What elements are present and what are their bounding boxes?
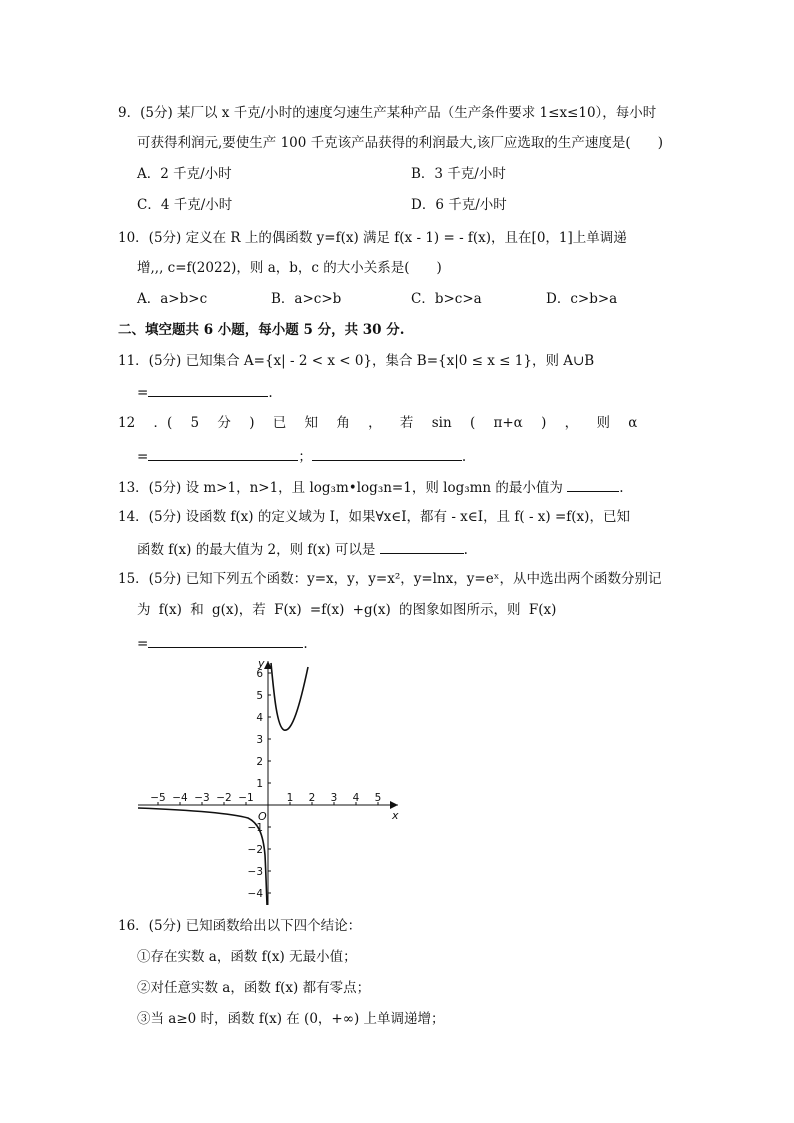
- x-tick-label: −5: [150, 792, 166, 804]
- y-tick-label: −2: [247, 844, 263, 856]
- q9-option-b: B．3 千克/小时: [411, 166, 506, 182]
- q11-answer-line: [137, 382, 273, 402]
- x-tick-label: −1: [238, 792, 254, 804]
- q15-prefix: =: [137, 636, 149, 652]
- q10-option-a: A．a>b>c: [137, 291, 208, 307]
- x-axis-arrow: [390, 801, 398, 809]
- q11-suffix: .: [268, 385, 273, 401]
- x-tick-label: −3: [194, 792, 210, 804]
- q16-item: ②对任意实数 a，函数 f(x) 都有零点；: [137, 980, 371, 996]
- q13-suffix: .: [619, 480, 624, 496]
- y-tick-label: 2: [256, 756, 263, 768]
- curve-right-branch: [271, 663, 308, 730]
- q9-option-c: C．4 千克/小时: [137, 197, 233, 213]
- x-tick-label: −2: [216, 792, 232, 804]
- q14-text: 函数 f(x) 的最大值为 2，则 f(x) 可以是: [137, 542, 376, 558]
- x-tick-label: 1: [286, 792, 294, 804]
- q9-option-d: D．6 千克/小时: [411, 197, 507, 213]
- q9-option-a: A．2 千克/小时: [137, 166, 232, 182]
- q11-answer-blank[interactable]: [148, 382, 268, 397]
- origin-label: O: [258, 810, 267, 823]
- y-tick-label: 3: [256, 734, 263, 746]
- y-axis-label: y: [258, 657, 265, 670]
- q14-line1: 14．(5分) 设函数 f(x) 的定义域为 I，如果∀x∈I，都有 - x∈I，且 f( - x) =f(x)，已知: [118, 509, 630, 525]
- q11-line1: 11．(5分) 已知集合 A={x| - 2 < x < 0}，集合 B={x|0 ≤ x ≤ 1}，则 A∪B: [118, 353, 595, 369]
- q12-separator: ；: [298, 449, 312, 465]
- y-tick-label: −1: [247, 822, 263, 834]
- q11-prefix: =: [137, 385, 149, 401]
- q10-option-b: B．a>c>b: [271, 291, 342, 307]
- q13-answer-blank[interactable]: [567, 477, 619, 492]
- x-tick-label: 5: [374, 792, 382, 804]
- q16-line1: 16．(5分) 已知函数给出以下四个结论：: [118, 918, 362, 934]
- x-tick-label: 4: [352, 792, 360, 804]
- q12-answer-blank-1[interactable]: [148, 446, 298, 461]
- q10-line2: 增,,, c=f(2022)，则 a，b，c 的大小关系是( ): [137, 260, 442, 276]
- q12-line1: 12 ．( 5 分 ) 已 知 角 ， 若 sin ( π+α ) ， 则 α: [118, 415, 638, 431]
- x-tick-label: 3: [330, 792, 338, 804]
- q16-item: ③当 a≥0 时，函数 f(x) 在 (0，+∞) 上单调递增；: [137, 1011, 445, 1027]
- q14-line2: [137, 539, 468, 559]
- x-tick-label: 2: [308, 792, 316, 804]
- q10-option-d: D．c>b>a: [546, 291, 618, 307]
- q14-answer-blank[interactable]: [380, 539, 464, 554]
- q15-answer-line: [137, 633, 308, 653]
- y-tick-label: 4: [256, 712, 263, 724]
- q15-line2: 为 f(x) 和 g(x)，若 F(x) =f(x) +g(x) 的图象如图所示，则 F(x): [137, 602, 557, 618]
- q15-line1: 15．(5分) 已知下列五个函数：y=x，y，y=x²，y=lnx，y=eˣ，从中选出两个函数分别记: [118, 571, 662, 587]
- q13-text: 13．(5分) 设 m>1，n>1，且 log₃m•log₃n=1，则 log₃mn 的最小值为: [118, 480, 563, 496]
- y-tick-label: 5: [256, 690, 263, 702]
- q15-suffix: .: [303, 636, 308, 652]
- y-tick-label: 6: [256, 668, 263, 680]
- q9-line2: 可获得利润元,要使生产 100 千克该产品获得的利润最大,该厂应选取的生产速度是( ): [137, 135, 663, 151]
- y-tick-label: −4: [247, 888, 263, 900]
- y-tick-label: −3: [247, 866, 263, 878]
- q12-answer-blank-2[interactable]: [312, 446, 462, 461]
- q12-answer-line: [137, 446, 466, 466]
- function-graph: [130, 655, 410, 910]
- q10-line1: 10．(5分) 定义在 R 上的偶函数 y=f(x) 满足 f(x - 1) = - f(x)，且在[0，1]上单调递: [118, 230, 627, 246]
- q9-line1: 9．(5分) 某厂以 x 千克/小时的速度匀速生产某种产品（生产条件要求 1≤x≤10），每小时: [118, 105, 657, 121]
- q16-item: ①存在实数 a，函数 f(x) 无最小值；: [137, 949, 357, 965]
- q15-answer-blank[interactable]: [148, 633, 303, 648]
- x-axis-label: x: [392, 809, 399, 822]
- section-heading: 二、填空题共 6 小题，每小题 5 分，共 30 分.: [118, 322, 405, 338]
- q10-option-c: C．b>c>a: [411, 291, 482, 307]
- q12-prefix: =: [137, 449, 149, 465]
- q12-suffix: .: [461, 449, 467, 465]
- y-tick-label: 1: [256, 778, 263, 790]
- x-tick-label: −4: [172, 792, 188, 804]
- q13-line: [118, 477, 624, 497]
- q14-suffix: .: [463, 542, 468, 558]
